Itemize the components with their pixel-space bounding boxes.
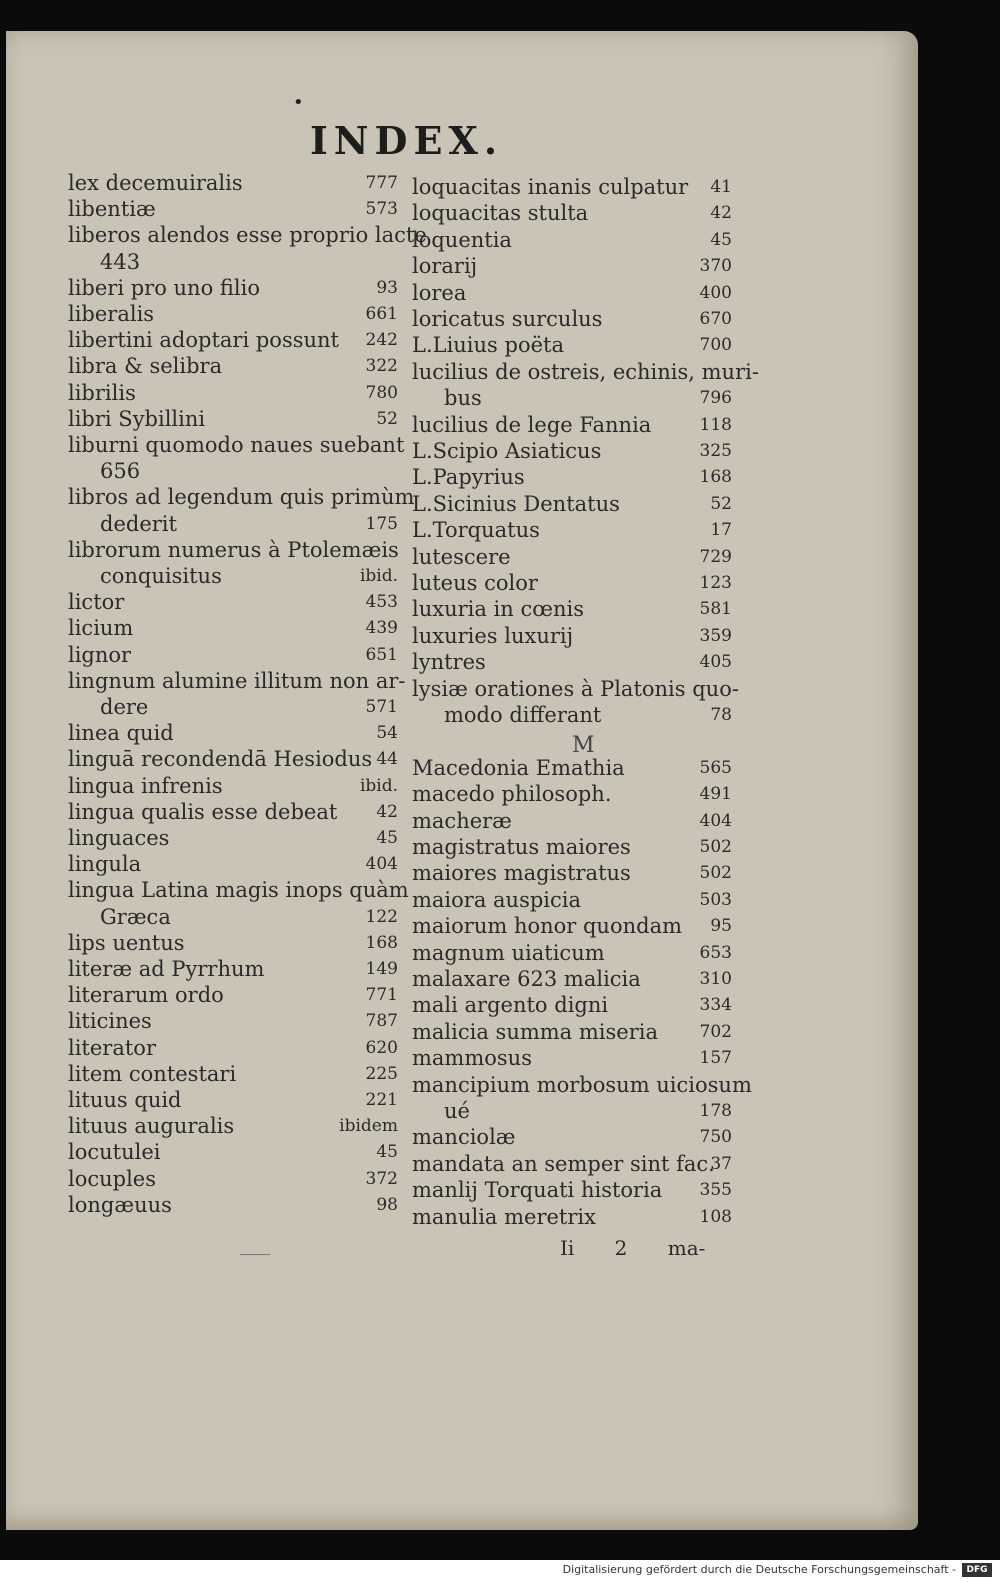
entry-term: librilis: [68, 380, 136, 405]
index-entry: [68, 746, 398, 772]
index-entry: [412, 491, 732, 517]
index-entry: [68, 1166, 398, 1192]
entry-term: L.Scipio Asiaticus: [412, 439, 602, 463]
entry-term: lutescere: [412, 544, 511, 569]
entry-term: libertini adoptari possunt: [68, 328, 339, 353]
entry-term: loquentia: [412, 227, 512, 252]
entry-term: lucilius de ostreis, echinis, muri-: [412, 359, 759, 384]
index-entry: [412, 385, 732, 411]
footer-text: Digitalisierung gefördert durch die Deutsche Forschungsgemeinschaft -: [562, 1563, 956, 1576]
index-entry: [68, 484, 415, 510]
index-entry: [68, 1061, 398, 1087]
entry-term: dederit: [100, 511, 177, 536]
index-entry: [68, 222, 427, 248]
index-entry: [68, 615, 398, 641]
index-entry: [68, 196, 398, 222]
entry-term: lips uentus: [68, 930, 185, 955]
index-entry: [412, 1019, 732, 1045]
index-entry: [68, 537, 398, 563]
signature-line: [560, 1236, 740, 1260]
index-entry: [412, 359, 759, 385]
entry-page: 37: [710, 1153, 732, 1174]
index-entry: [68, 877, 409, 903]
index-entry: [68, 930, 398, 956]
entry-term: libri Sybillini: [68, 406, 206, 431]
entry-term: lingnum alumine illitum non ar-: [68, 668, 406, 693]
entry-term: lictor: [68, 590, 125, 615]
entry-term: liberos alendos esse proprio lacte: [68, 223, 427, 248]
entry-term: bus: [444, 386, 482, 411]
entry-page: 178: [699, 1101, 732, 1121]
entry-term: luxuries luxurij: [412, 623, 574, 648]
entry-page: 17: [710, 520, 732, 541]
index-entry: [412, 1072, 752, 1098]
entry-term: malicia summa miseria: [412, 1019, 658, 1044]
index-entry: [68, 982, 398, 1008]
dfg-logo: DFG: [962, 1563, 992, 1577]
index-entry: [68, 511, 398, 537]
index-entry: [412, 464, 732, 490]
entry-page: 42: [376, 801, 398, 822]
entry-term: linea quid: [68, 721, 174, 746]
entry-term: modo differant: [444, 703, 602, 727]
entry-term: loquacitas inanis culpatur: [412, 175, 689, 199]
index-entry: [412, 940, 732, 966]
entry-page: 581: [699, 599, 732, 620]
entry-page: 453: [365, 592, 398, 613]
entry-page: 322: [365, 356, 398, 377]
index-entry: [412, 227, 732, 253]
entry-page: 221: [365, 1090, 398, 1110]
entry-term: lyntres: [412, 650, 486, 675]
entry-term: loricatus surculus: [412, 307, 603, 331]
entry-page: 777: [365, 173, 398, 193]
entry-term: L.Liuius poëta: [412, 333, 564, 358]
entry-term: lingua qualis esse debeat: [68, 799, 338, 824]
entry-term: libra & selibra: [68, 354, 223, 379]
index-entry: [68, 825, 398, 851]
entry-page: 491: [699, 784, 732, 805]
entry-page: 405: [699, 652, 732, 673]
entry-page: ibidem: [339, 1116, 398, 1137]
index-entry: [412, 253, 732, 279]
index-entry: [412, 1151, 732, 1177]
entry-term: literarum ordo: [68, 983, 224, 1008]
entry-page: 729: [699, 546, 732, 567]
index-entry: [412, 860, 732, 886]
page-mark: •: [293, 92, 304, 113]
entry-term: loquacitas stulta: [412, 201, 589, 226]
entry-page: 149: [365, 959, 398, 979]
entry-page: 404: [699, 810, 732, 831]
entry-term: 656: [100, 459, 141, 484]
catchword: ma-: [667, 1236, 706, 1260]
index-entry: [412, 412, 732, 438]
entry-page: 439: [365, 618, 398, 639]
entry-term: magnum uiaticum: [412, 940, 605, 965]
entry-term: libentiæ: [68, 197, 156, 222]
entry-page: 700: [699, 335, 732, 356]
entry-page: 787: [365, 1011, 398, 1032]
entry-term: mammosus: [412, 1046, 532, 1071]
entry-term: locuples: [68, 1166, 157, 1191]
index-entry: [412, 702, 732, 728]
entry-page: 796: [699, 388, 732, 409]
entry-page: 242: [365, 330, 398, 351]
entry-term: mandata an semper sint fac.: [412, 1151, 715, 1176]
entry-page: 502: [699, 863, 732, 884]
index-entry: [68, 170, 398, 196]
entry-page: 661: [365, 304, 398, 324]
index-entry: [412, 1124, 732, 1150]
entry-term: L.Papyrius: [412, 465, 525, 490]
entry-page: 78: [710, 705, 732, 725]
entry-term: conquisitus: [100, 564, 222, 588]
entry-term: licium: [68, 616, 134, 641]
index-entry: [412, 200, 732, 226]
index-entry: [68, 353, 398, 379]
entry-term: liburni quomodo naues suebant: [68, 433, 405, 457]
index-entry: [68, 799, 398, 825]
entry-term: lignor: [68, 642, 132, 667]
entry-term: mancipium morbosum uiciosum: [412, 1072, 752, 1097]
entry-term: libros ad legendum quis primùm: [68, 485, 415, 510]
entry-page: 571: [365, 697, 398, 717]
index-entry: [412, 623, 732, 649]
index-entry: [412, 755, 732, 781]
entry-term: macheræ: [412, 808, 512, 833]
entry-page: 503: [699, 889, 732, 910]
entry-term: liticines: [68, 1009, 152, 1034]
entry-term: literator: [68, 1035, 156, 1060]
entry-page: 670: [699, 309, 732, 329]
index-entry: [412, 544, 732, 570]
entry-page: 334: [699, 995, 732, 1016]
entry-page: 122: [365, 906, 398, 927]
entry-term: lex decemuiralis: [68, 171, 243, 195]
entry-page: 780: [365, 382, 398, 403]
entry-page: 651: [365, 644, 398, 665]
entry-page: 44: [376, 749, 398, 770]
entry-term: maiora auspicia: [412, 887, 582, 912]
entry-page: 168: [365, 932, 398, 953]
entry-page: ibid.: [359, 566, 398, 586]
index-entry: [68, 432, 405, 458]
entry-page: 653: [699, 942, 732, 963]
index-entry: [412, 649, 732, 675]
entry-page: 118: [699, 414, 732, 435]
entry-page: 54: [376, 723, 398, 744]
entry-term: linguā recondendā Hesiodus: [68, 747, 373, 772]
entry-page: 565: [699, 757, 732, 778]
entry-term: dere: [100, 695, 149, 719]
index-entry: [68, 327, 398, 353]
entry-page: 45: [376, 828, 398, 848]
index-entry: [68, 458, 398, 484]
signature-mark: Ii: [560, 1236, 575, 1260]
index-entry: [412, 992, 732, 1018]
entry-term: litem contestari: [68, 1061, 237, 1086]
entry-term: Macedonia Emathia: [412, 755, 625, 780]
entry-term: Græca: [100, 904, 171, 929]
entry-page: 95: [710, 916, 732, 937]
index-entry: [68, 1113, 398, 1139]
entry-term: lingua infrenis: [68, 773, 223, 798]
entry-page: 98: [376, 1194, 398, 1215]
entry-term: maiorum honor quondam: [412, 914, 683, 939]
entry-term: mali argento digni: [412, 993, 609, 1018]
entry-page: 372: [365, 1168, 398, 1189]
entry-term: lituus quid: [68, 1088, 182, 1112]
index-entry: [412, 570, 732, 596]
entry-term: liberalis: [68, 302, 155, 326]
index-entry: [412, 596, 732, 622]
entry-page: ibid.: [359, 775, 398, 796]
index-entry: [68, 1008, 398, 1034]
index-entry: [68, 563, 398, 589]
index-entry: [412, 887, 732, 913]
index-entry: [412, 280, 732, 306]
entry-page: 502: [699, 837, 732, 857]
divider: [240, 1254, 270, 1255]
entry-term: luxuria in cœnis: [412, 597, 585, 622]
entry-term: literæ ad Pyrrhum: [68, 957, 265, 981]
index-entry: [68, 720, 398, 746]
entry-term: L.Torquatus: [412, 518, 540, 543]
entry-term: librorum numerus à Ptolemæis: [68, 537, 399, 562]
entry-page: 123: [699, 573, 732, 593]
index-entry: [68, 275, 398, 301]
index-entry: [68, 642, 398, 668]
entry-page: 41: [710, 177, 732, 197]
index-entry: [68, 1192, 398, 1218]
entry-page: 771: [365, 985, 398, 1006]
entry-page: 573: [365, 199, 398, 220]
index-entry: [412, 1204, 732, 1230]
index-entry: [68, 1139, 398, 1165]
entry-term: macedo philosoph.: [412, 782, 612, 807]
index-entry: [412, 438, 732, 464]
entry-page: 93: [376, 277, 398, 298]
index-entry: [68, 301, 398, 327]
index-entry: [412, 808, 732, 834]
index-entry: [412, 517, 732, 543]
index-entry: [412, 966, 732, 992]
entry-term: lysiæ orationes à Platonis quo-: [412, 676, 739, 701]
index-entry: [412, 306, 732, 332]
index-entry: [412, 1045, 732, 1071]
entry-term: maiores magistratus: [412, 861, 631, 886]
entry-term: liberi pro uno filio: [68, 275, 260, 300]
entry-term: ué: [444, 1099, 470, 1123]
entry-term: lucilius de lege Fannia: [412, 412, 652, 437]
entry-page: 52: [710, 493, 732, 514]
entry-term: lingua Latina magis inops quàm: [68, 878, 409, 903]
entry-term: lingula: [68, 852, 142, 877]
index-entry: [68, 589, 398, 615]
entry-page: 359: [699, 625, 732, 646]
index-entry: [68, 773, 398, 799]
entry-term: magistratus maiores: [412, 835, 631, 859]
entry-page: 168: [699, 467, 732, 488]
entry-page: 175: [365, 513, 398, 534]
entry-term: malaxare 623 malicia: [412, 967, 641, 991]
entry-page: 310: [699, 969, 732, 989]
index-entry: [412, 676, 739, 702]
entry-page: 750: [699, 1127, 732, 1148]
entry-term: manulia meretrix: [412, 1204, 596, 1229]
entry-page: 45: [376, 1142, 398, 1163]
entry-page: 42: [710, 203, 732, 224]
index-entry: [412, 1098, 732, 1124]
entry-page: 108: [699, 1206, 732, 1227]
entry-term: lorarij: [412, 254, 478, 279]
index-entry: [68, 851, 398, 877]
index-entry: [68, 406, 398, 432]
entry-term: longæuus: [68, 1192, 172, 1217]
index-entry: [412, 834, 732, 860]
index-entry: [68, 668, 406, 694]
entry-page: 702: [699, 1021, 732, 1042]
entry-term: lorea: [412, 280, 467, 305]
signature-number: 2: [614, 1236, 628, 1260]
entry-term: 443: [100, 249, 141, 274]
index-entry: [412, 1177, 732, 1203]
entry-term: manlij Torquati historia: [412, 1178, 663, 1203]
index-entry: [412, 332, 732, 358]
entry-term: locutulei: [68, 1140, 161, 1165]
entry-term: L.Sicinius Dentatus: [412, 491, 620, 516]
entry-page: 355: [699, 1180, 732, 1201]
entry-term: manciolæ: [412, 1125, 516, 1150]
entry-page: 225: [365, 1063, 398, 1084]
entry-term: linguaces: [68, 826, 170, 850]
entry-page: 157: [699, 1048, 732, 1069]
index-entry: [412, 913, 732, 939]
index-entry: [68, 956, 398, 982]
index-entry: [68, 249, 398, 275]
entry-term: lituus auguralis: [68, 1114, 235, 1139]
index-entry: [68, 380, 398, 406]
index-entry: [68, 1087, 398, 1113]
entry-term: luteus color: [412, 571, 538, 595]
index-entry: [412, 781, 732, 807]
entry-page: 620: [365, 1037, 398, 1058]
entry-page: 45: [710, 229, 732, 250]
page-title: INDEX.: [310, 118, 504, 163]
entry-page: 370: [699, 256, 732, 277]
index-entry: [68, 904, 398, 930]
section-letter: M: [572, 733, 595, 758]
index-entry: [68, 1035, 398, 1061]
entry-page: 404: [365, 854, 398, 875]
index-entry: [68, 694, 398, 720]
entry-page: 325: [699, 441, 732, 461]
entry-page: 52: [376, 408, 398, 429]
index-entry: [412, 174, 732, 200]
footer-bar: [0, 1560, 1000, 1582]
entry-page: 400: [699, 282, 732, 303]
